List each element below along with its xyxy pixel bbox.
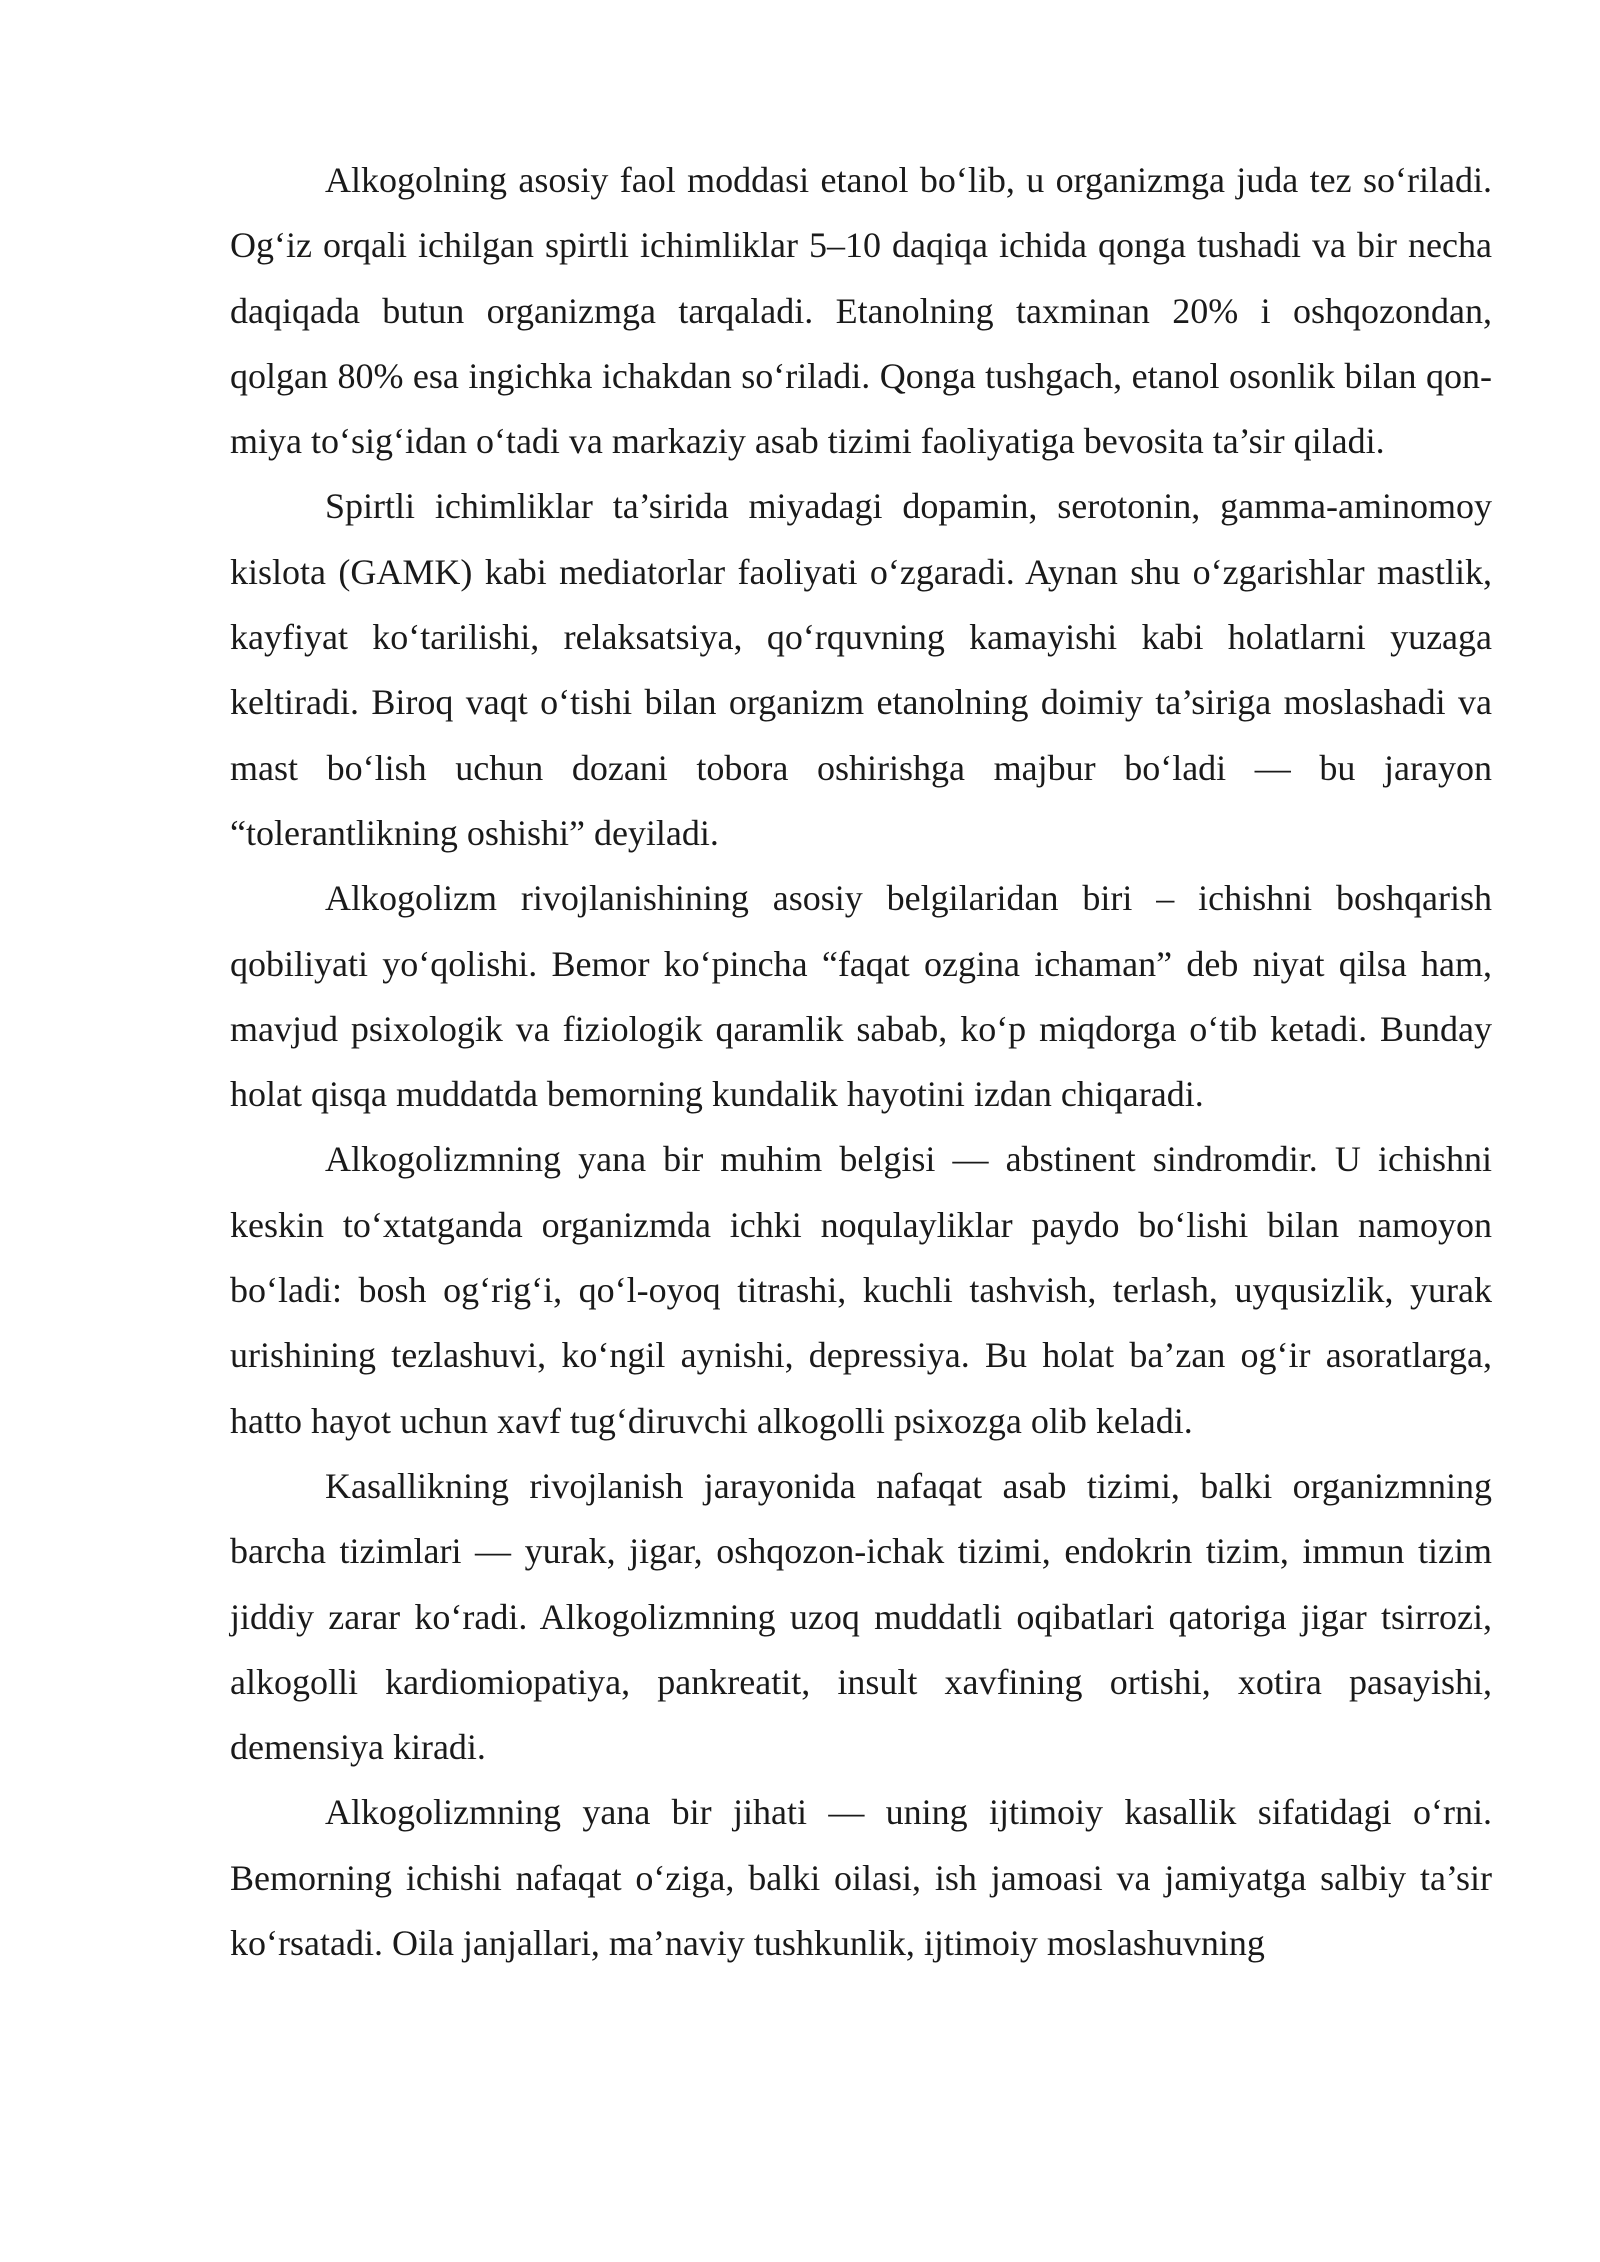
paragraph-etanol-absorption: Alkogolning asosiy faol moddasi etanol bo‘lib, u organizmga juda tez so‘riladi. Og‘iz orqali ichilgan spirtli ichimliklar 5–10 daqiqa ichida qonga tushadi va bir necha daqiqada butun organizmga tarqaladi. Etanolning taxminan 20% i oshqozondan, qolgan 80% esa ingichka ichakdan so‘riladi. Qonga tushgach, etanol osonlik bilan qon-miya to‘sig‘idan o‘tadi va markaziy asab tizimi faoliyatiga bevosita ta’sir qiladi. bbox=[230, 160, 1492, 462]
paragraph-organ-damage: Kasallikning rivojlanish jarayonida nafaqat asab tizimi, balki organizmning barcha tizimlari — yurak, jigar, oshqozon-ichak tizimi, endokrin tizim, immun tizim jiddiy zarar ko‘radi. Alkogolizmning uzoq muddatli oqibatlari qatoriga jigar tsirrozi, alkogolli kardiomiopatiya, pankreatit, insult xavfining ortishi, xotira pasayishi, demensiya kiradi. bbox=[230, 1465, 1492, 1768]
paragraph-social-aspect: Alkogolizmning yana bir jihati — uning ijtimoiy kasallik sifatidagi o‘rni. Bemorning ichishi nafaqat o‘ziga, balki oilasi, ish jamoasi va jamiyatga salbiy ta’sir ko‘rsatadi. Oila janjallari, ma’naviy tushkunlik, ijtimoiy moslashuvning bbox=[230, 1792, 1492, 1964]
paragraph-mediators: Spirtli ichimliklar ta’sirida miyadagi dopamin, serotonin, gamma-aminomoy kislota (GAMK) kabi mediatorlar faoliyati o‘zgaradi. Aynan shu o‘zgarishlar mastlik, kayfiyat ko‘tarilishi, relaksatsiya, qo‘rquvning kamayishi kabi holatlarni yuzaga keltiradi. Biroq vaqt o‘tishi bilan organizm etanolning doimiy ta’siriga moslashadi va mast bo‘lish uchun dozani tobora oshirishga majbur bo‘ladi — bu jarayon “tolerantlikning oshishi” deyiladi. bbox=[230, 486, 1492, 853]
paragraph-loss-of-control: Alkogolizm rivojlanishining asosiy belgilaridan biri – ichishni boshqarish qobiliyati yo‘qolishi. Bemor ko‘pincha “faqat ozgina ichaman” deb niyat qilsa ham, mavjud psixologik va fiziologik qaramlik sabab, ko‘p miqdorga o‘tib ketadi. Bunday holat qisqa muddatda bemorning kundalik hayotini izdan chiqaradi. bbox=[230, 878, 1492, 1115]
document-page bbox=[230, 148, 1492, 1976]
paragraph-abstinent-syndrome: Alkogolizmning yana bir muhim belgisi — abstinent sindromdir. U ichishni keskin to‘xtatganda organizmda ichki noqulayliklar paydo bo‘lishi bilan namoyon bo‘ladi: bosh og‘rig‘i, qo‘l-oyoq titrashi, kuchli tashvish, terlash, uyqusizlik, yurak urishining tezlashuvi, ko‘ngil aynishi, depressiya. Bu holat ba’zan og‘ir asoratlarga, hatto hayot uchun xavf tug‘diruvchi alkogolli psixozga olib keladi. bbox=[230, 1139, 1492, 1441]
